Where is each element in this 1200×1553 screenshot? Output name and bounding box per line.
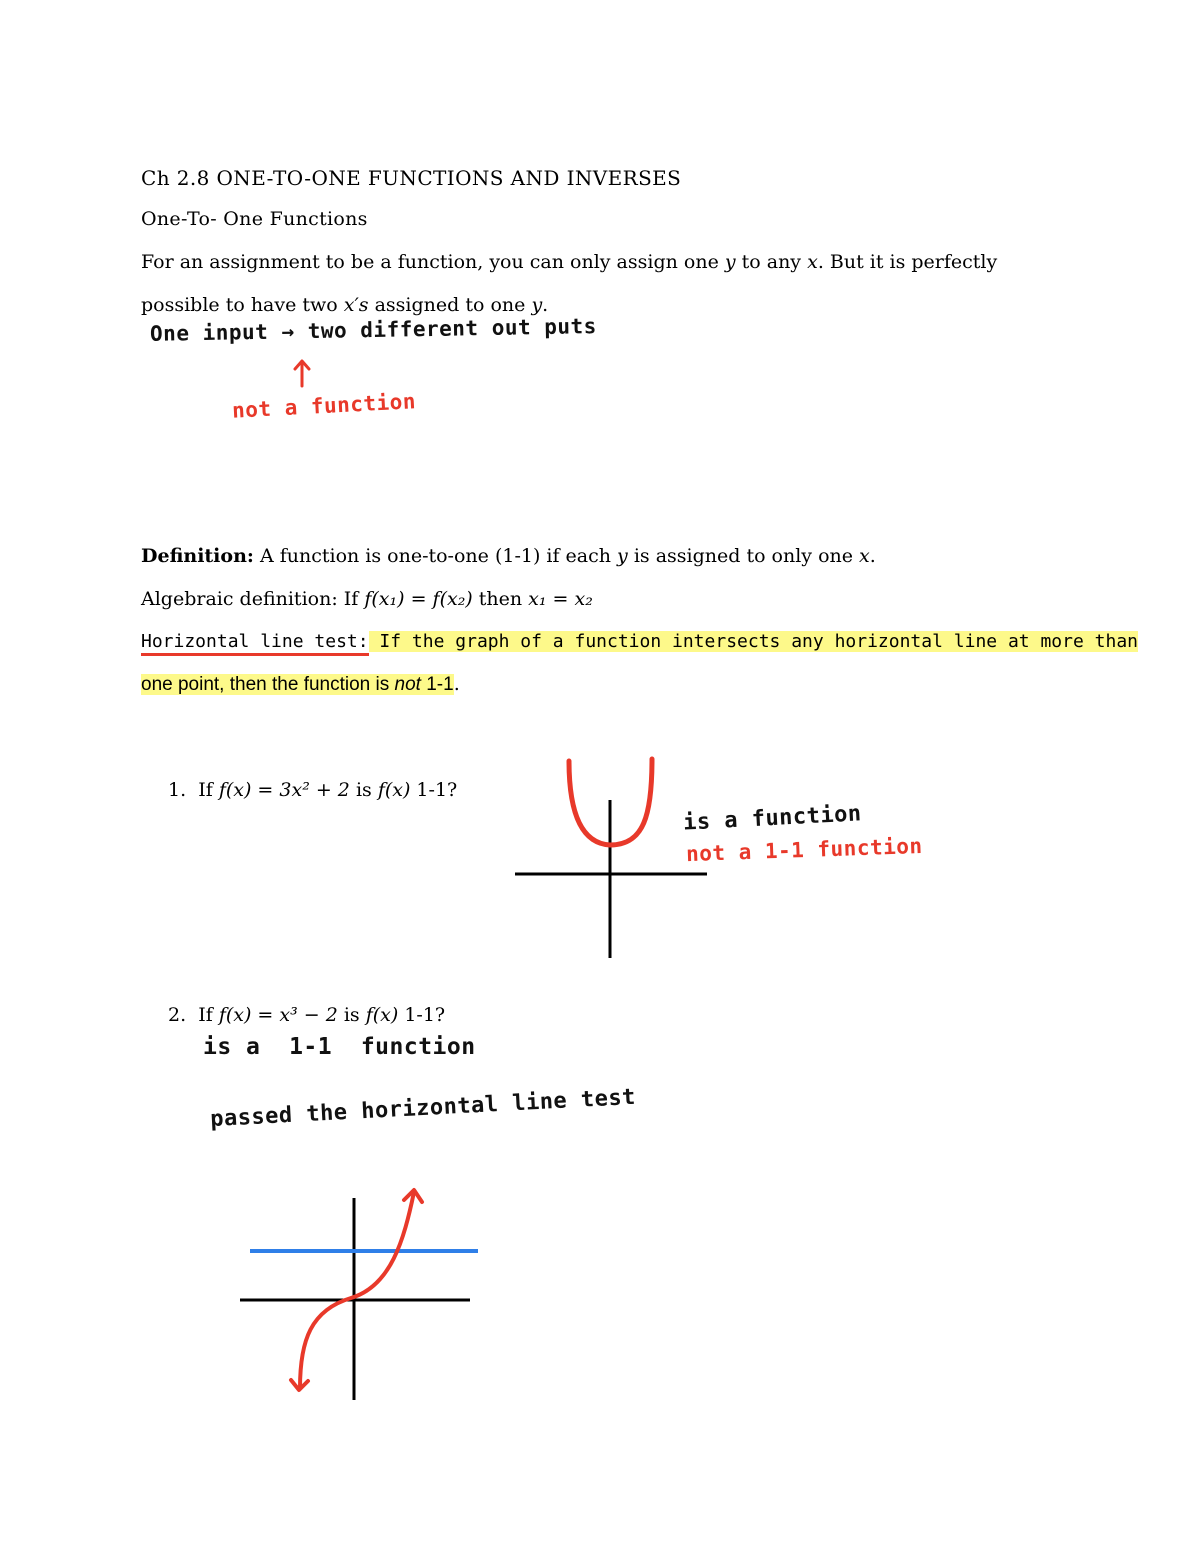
definition-text: is assigned to only one [627,545,860,567]
question-text: If [198,779,219,801]
math-expression: f(x) = 3x² + 2 [218,779,350,801]
intro-text: . [542,294,549,316]
hlt-label: Horizontal line test: [141,631,369,656]
hlt-text: one point, then the function is [141,674,395,695]
handwritten-note-is-11: is a 1-1 function [203,1034,476,1060]
section-title: One-To- One Functions [141,208,368,230]
math-expression: x₁ = x₂ [528,588,593,610]
intro-text: to any [735,251,808,273]
math-var: x [859,545,870,567]
algebraic-text: then [472,588,529,610]
intro-text: . But it is perfectly [817,251,998,273]
question-text: 1-1? [410,779,458,801]
question-1 [168,779,457,801]
hlt-text: 1-1 [420,674,454,695]
intro-line-1 [141,251,997,273]
handwritten-note-passed-hlt: passed the horizontal line test [209,1084,637,1133]
question-text: is [337,1004,366,1026]
sketch-cubic-graph [236,1180,496,1410]
math-expression: f(x) [365,1004,399,1026]
question-text: 1-1? [398,1004,446,1026]
question-number: 1. [168,779,187,801]
definition-text: A function is one-to-one (1-1) if each [253,545,618,567]
hlt-text-highlight [141,674,454,695]
math-var: x′s [343,294,369,316]
hlt-line-2 [141,673,460,696]
handwritten-note-one-input: One input → two different out puts [149,314,598,346]
math-var: y [724,251,736,273]
handwritten-note-is-function: is a function [682,801,863,836]
intro-line-2 [141,294,548,316]
math-expression: f(x) = x³ − 2 [218,1004,338,1026]
hlt-line-1 [141,630,1138,652]
cubic-curve [300,1192,414,1388]
intro-text: possible to have two [141,294,344,316]
handwritten-note-not-11: not a 1-1 function [685,833,923,867]
algebraic-text: Algebraic definition: If [141,588,365,610]
sketch-parabola-graph [512,755,712,965]
question-text: If [198,1004,219,1026]
algebraic-definition [141,588,593,610]
question-text: is [349,779,378,801]
definition-label: Definition: [141,545,254,567]
definition-line [141,545,876,567]
intro-text: assigned to one [368,294,532,316]
math-var: y [617,545,628,567]
page-title: Ch 2.8 ONE-TO-ONE FUNCTIONS AND INVERSES [141,166,682,190]
math-var: y [531,294,543,316]
definition-text: . [869,545,876,567]
intro-text: For an assignment to be a function, you can only assign one [141,251,725,273]
hlt-not: not [394,674,421,695]
question-number: 2. [168,1004,187,1026]
math-var: x [807,251,818,273]
math-expression: f(x₁) = f(x₂) [364,588,473,610]
red-up-arrow [292,358,312,388]
question-2 [168,1004,445,1026]
hlt-period: . [453,673,460,695]
handwritten-note-not-function: not a function [231,389,417,423]
hlt-text-highlight: If the graph of a function intersects any horizontal line at more than [368,631,1138,652]
math-expression: f(x) [377,779,411,801]
